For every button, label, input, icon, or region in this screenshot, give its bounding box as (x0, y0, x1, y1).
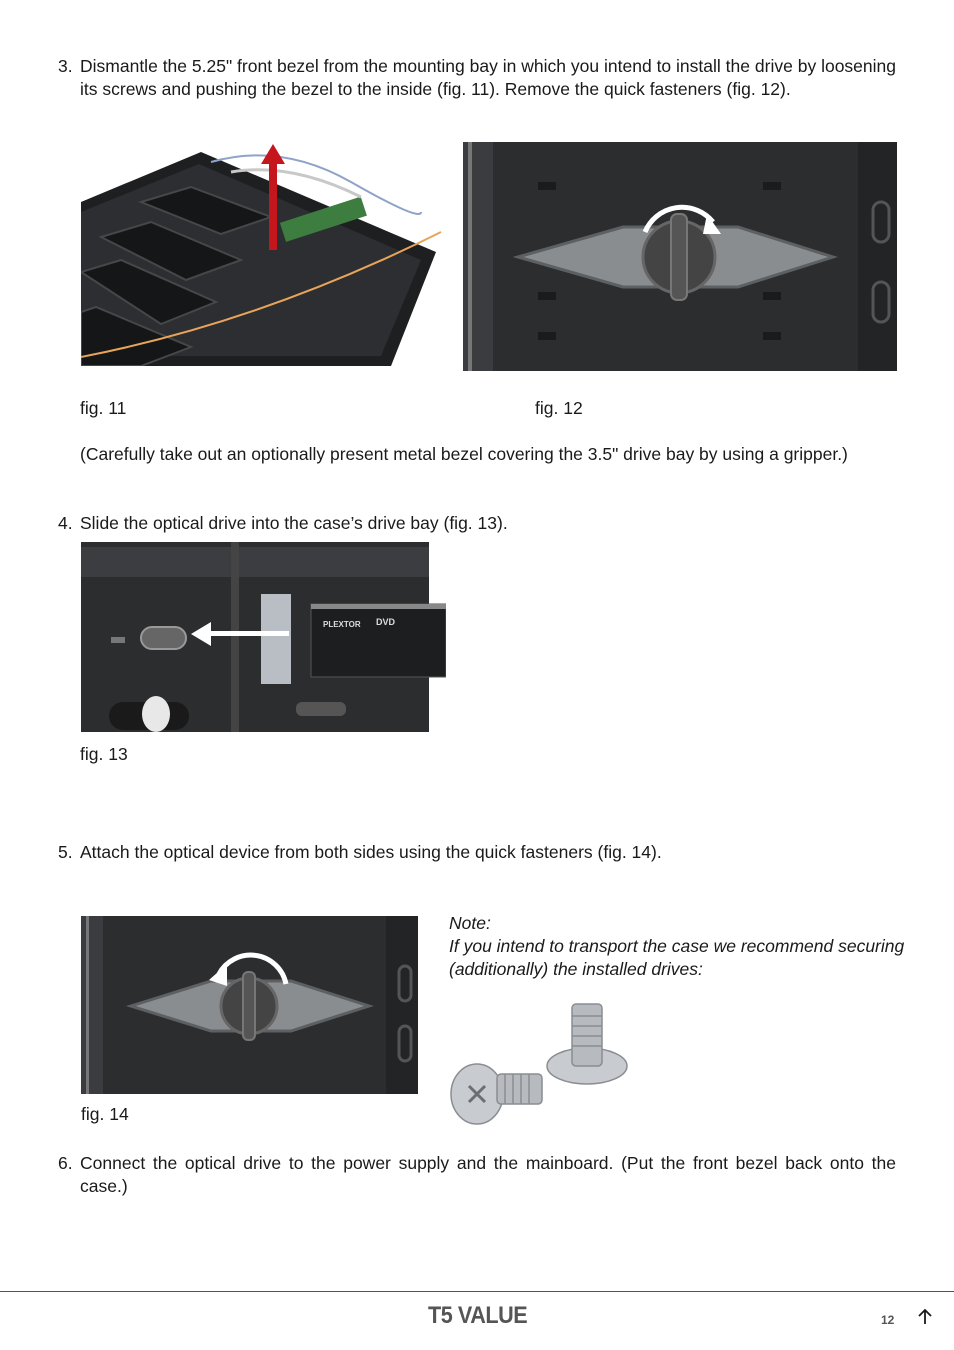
footer-brand: T5 VALUE (428, 1302, 528, 1329)
screws-photo (447, 996, 633, 1128)
step-4 (58, 512, 896, 535)
gripper-note (58, 443, 896, 466)
fig-14-photo (81, 916, 418, 1094)
note-body: If you intend to transport the case we recommend securing (additionally) the installed drives: (449, 936, 905, 979)
fig-11-photo (81, 142, 446, 366)
step-text: (Carefully take out an optionally present metal bezel covering the 3.5" drive bay by using a gripper.) (80, 444, 848, 464)
drive-dvd-label: DVD (376, 617, 396, 627)
step-6 (58, 1152, 896, 1198)
page-number: 12 (881, 1313, 895, 1327)
step-number: 6. (58, 1153, 73, 1173)
drive-brand-label: PLEXTOR (323, 620, 361, 629)
fig-13-caption: fig. 13 (80, 744, 128, 764)
transport-note (449, 912, 909, 981)
fig-12-photo (463, 142, 897, 371)
fig-12-caption: fig. 12 (535, 398, 583, 418)
step-text: Slide the optical drive into the case’s drive bay (fig. 13). (80, 513, 508, 533)
step-3 (58, 55, 896, 101)
fig-14-caption: fig. 14 (81, 1104, 129, 1124)
step-number: 4. (58, 513, 73, 533)
step-number: 5. (58, 842, 73, 862)
arrow-up-icon[interactable] (914, 1306, 936, 1328)
step-number: 3. (58, 56, 73, 76)
step-text: Dismantle the 5.25" front bezel from the mounting bay in which you intend to install the drive by loosening its screws and pushing the bezel to the inside (fig. 11). Remove the quick fasteners (fig. 12). (80, 56, 896, 99)
step-text: Connect the optical drive to the power supply and the mainboard. (Put the front bezel back onto the case.) (80, 1153, 896, 1196)
step-text: Attach the optical device from both sides using the quick fasteners (fig. 14). (80, 842, 662, 862)
fig-13-photo (81, 542, 446, 732)
fig-11-caption: fig. 11 (80, 398, 127, 418)
footer-divider (0, 1291, 954, 1292)
step-5 (58, 841, 896, 864)
note-title: Note: (449, 913, 491, 933)
